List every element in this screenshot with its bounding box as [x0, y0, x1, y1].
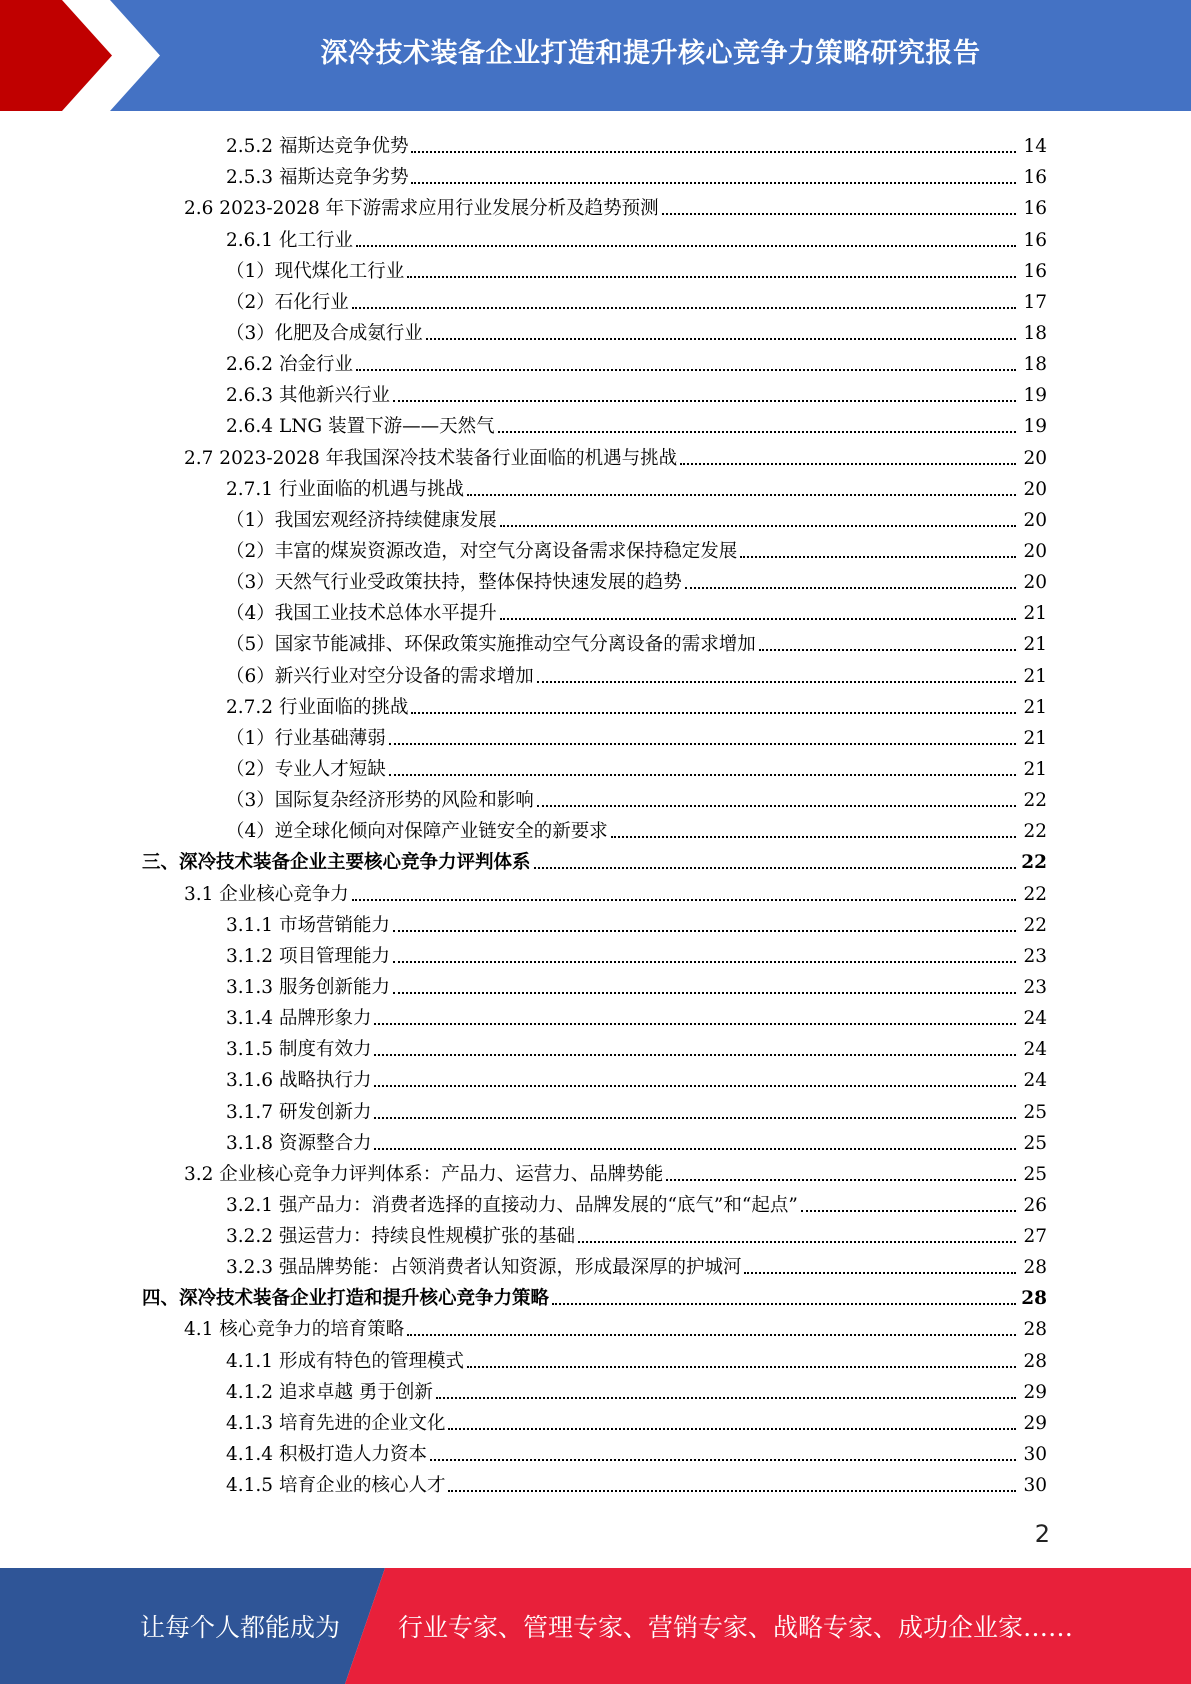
- toc-entry[interactable]: [0, 843, 1191, 874]
- toc-entry-title: （1）我国宏观经济持续健康发展: [226, 509, 497, 531]
- toc-entry-page: 20: [1023, 572, 1047, 594]
- toc-entry-title: （1）现代煤化工行业: [226, 260, 405, 282]
- toc-dot-leader: [744, 1272, 1016, 1274]
- toc-dot-leader: [537, 681, 1016, 683]
- toc-entry-title: 2.7.2 行业面临的挑战: [226, 696, 409, 718]
- toc-dot-leader: [356, 369, 1016, 371]
- toc-entry[interactable]: [0, 158, 1191, 189]
- toc-entry-title: 3.2 企业核心竞争力评判体系：产品力、运营力、品牌势能: [184, 1163, 664, 1185]
- toc-entry-title: （5）国家节能减排、环保政策实施推动空气分离设备的需求增加: [226, 634, 756, 656]
- toc-entry-title: 3.2.2 强运营力：持续良性规模扩张的基础: [226, 1226, 575, 1248]
- toc-entry[interactable]: [0, 1466, 1191, 1497]
- toc-dot-leader: [552, 1303, 1016, 1305]
- toc-entry-page: 23: [1023, 945, 1047, 967]
- toc-entry-page: 24: [1023, 1008, 1047, 1030]
- toc-entry-page: 22: [1023, 790, 1047, 812]
- toc-entry[interactable]: [0, 252, 1191, 283]
- toc-entry[interactable]: [0, 1404, 1191, 1435]
- toc-entry[interactable]: [0, 532, 1191, 563]
- toc-dot-leader: [374, 1023, 1016, 1025]
- toc-entry-page: 21: [1023, 603, 1047, 625]
- toc-entry-title: （4）逆全球化倾向对保障产业链安全的新要求: [226, 821, 608, 843]
- toc-entry-page: 17: [1023, 291, 1047, 313]
- toc-entry-title: （6）新兴行业对空分设备的需求增加: [226, 665, 534, 687]
- toc-entry[interactable]: [0, 127, 1191, 158]
- toc-entry[interactable]: [0, 189, 1191, 220]
- toc-entry-title: 3.1.1 市场营销能力: [226, 914, 390, 936]
- toc-entry[interactable]: [0, 874, 1191, 905]
- toc-dot-leader: [436, 1397, 1016, 1399]
- toc-entry[interactable]: [0, 656, 1191, 687]
- toc-entry-title: 2.6 2023-2028 年下游需求应用行业发展分析及趋势预测: [184, 198, 659, 220]
- toc-entry-page: 22: [1023, 914, 1047, 936]
- toc-entry-page: 18: [1023, 322, 1047, 344]
- toc-entry-title: 3.1.7 研发创新力: [226, 1101, 372, 1123]
- toc-entry-title: （3）化肥及合成氨行业: [226, 322, 423, 344]
- toc-entry-title: 4.1 核心竞争力的培育策略: [184, 1319, 405, 1341]
- toc-entry-title: 2.6.4 LNG 装置下游——天然气: [226, 416, 495, 438]
- toc-dot-leader: [666, 1179, 1016, 1181]
- toc-dot-leader: [407, 276, 1016, 278]
- toc-entry[interactable]: [0, 968, 1191, 999]
- toc-entry-title: 3.1.6 战略执行力: [226, 1070, 372, 1092]
- toc-dot-leader: [389, 743, 1016, 745]
- toc-entry-title: 3.1.2 项目管理能力: [226, 945, 390, 967]
- toc-entry-title: 三、深冷技术装备企业主要核心竞争力评判体系: [142, 852, 531, 874]
- toc-entry-title: 2.7.1 行业面临的机遇与挑战: [226, 478, 464, 500]
- toc-dot-leader: [393, 400, 1016, 402]
- toc-entry-title: 4.1.3 培育先进的企业文化: [226, 1412, 446, 1434]
- toc-entry-page: 28: [1021, 1288, 1047, 1310]
- toc-dot-leader: [662, 213, 1016, 215]
- toc-entry-page: 18: [1023, 354, 1047, 376]
- toc-entry-title: （2）石化行业: [226, 291, 349, 313]
- toc-dot-leader: [389, 774, 1016, 776]
- toc-dot-leader: [578, 1241, 1016, 1243]
- toc-entry-title: 2.6.1 化工行业: [226, 229, 353, 251]
- toc-entry-page: 29: [1023, 1381, 1047, 1403]
- toc-entry[interactable]: [0, 1248, 1191, 1279]
- toc-entry-page: 20: [1023, 509, 1047, 531]
- table-of-contents: [0, 127, 1191, 1497]
- toc-entry[interactable]: [0, 501, 1191, 532]
- toc-entry[interactable]: [0, 1124, 1191, 1155]
- toc-entry-page: 22: [1023, 883, 1047, 905]
- toc-entry-page: 30: [1023, 1475, 1047, 1497]
- toc-entry-page: 30: [1023, 1444, 1047, 1466]
- toc-entry[interactable]: [0, 812, 1191, 843]
- toc-dot-leader: [407, 1334, 1016, 1336]
- toc-dot-leader: [352, 307, 1016, 309]
- toc-entry[interactable]: [0, 937, 1191, 968]
- toc-entry-page: 28: [1023, 1319, 1047, 1341]
- toc-entry-page: 20: [1023, 447, 1047, 469]
- toc-entry[interactable]: [0, 750, 1191, 781]
- toc-entry-page: 27: [1023, 1226, 1047, 1248]
- toc-entry-title: 4.1.5 培育企业的核心人才: [226, 1475, 446, 1497]
- toc-entry[interactable]: [0, 345, 1191, 376]
- toc-entry-page: 16: [1023, 260, 1047, 282]
- report-footer: [0, 1568, 1191, 1684]
- toc-entry[interactable]: [0, 376, 1191, 407]
- toc-entry-title: 3.2.1 强产品力：消费者选择的直接动力、品牌发展的“底气”和“起点”: [226, 1194, 798, 1216]
- toc-entry-page: 23: [1023, 976, 1047, 998]
- toc-dot-leader: [500, 618, 1016, 620]
- toc-entry[interactable]: [0, 1310, 1191, 1341]
- toc-entry-page: 16: [1023, 198, 1047, 220]
- header-chevron-icon: [0, 0, 160, 111]
- toc-entry-page: 26: [1023, 1194, 1047, 1216]
- toc-entry[interactable]: [0, 1373, 1191, 1404]
- toc-entry[interactable]: [0, 1155, 1191, 1186]
- toc-entry-title: 2.7 2023-2028 年我国深冷技术装备行业面临的机遇与挑战: [184, 447, 678, 469]
- toc-entry-page: 29: [1023, 1412, 1047, 1434]
- toc-entry[interactable]: [0, 1279, 1191, 1310]
- toc-dot-leader: [611, 836, 1016, 838]
- toc-dot-leader: [411, 182, 1016, 184]
- toc-entry-title: （1）行业基础薄弱: [226, 727, 386, 749]
- toc-entry[interactable]: [0, 1092, 1191, 1123]
- toc-dot-leader: [411, 151, 1016, 153]
- toc-dot-leader: [448, 1428, 1016, 1430]
- toc-dot-leader: [374, 1117, 1016, 1119]
- toc-entry-page: 21: [1023, 634, 1047, 656]
- toc-entry[interactable]: [0, 563, 1191, 594]
- toc-entry-title: （3）国际复杂经济形势的风险和影响: [226, 790, 534, 812]
- toc-entry[interactable]: [0, 407, 1191, 438]
- toc-dot-leader: [537, 805, 1016, 807]
- toc-entry-title: （2）专业人才短缺: [226, 758, 386, 780]
- toc-entry[interactable]: [0, 438, 1191, 469]
- toc-entry[interactable]: [0, 314, 1191, 345]
- toc-entry-page: 20: [1023, 540, 1047, 562]
- toc-entry-title: 3.1.8 资源整合力: [226, 1132, 372, 1154]
- toc-entry[interactable]: [0, 1217, 1191, 1248]
- toc-entry-title: 3.1.4 品牌形象力: [226, 1008, 372, 1030]
- toc-entry[interactable]: [0, 906, 1191, 937]
- toc-entry-page: 24: [1023, 1070, 1047, 1092]
- toc-entry[interactable]: [0, 283, 1191, 314]
- toc-entry-title: 3.1 企业核心竞争力: [184, 883, 349, 905]
- toc-entry[interactable]: [0, 1030, 1191, 1061]
- toc-entry-page: 21: [1023, 696, 1047, 718]
- toc-dot-leader: [448, 1490, 1016, 1492]
- toc-entry[interactable]: [0, 688, 1191, 719]
- toc-entry[interactable]: [0, 1061, 1191, 1092]
- toc-dot-leader: [374, 1054, 1016, 1056]
- toc-dot-leader: [356, 245, 1016, 247]
- toc-entry-title: 2.5.3 福斯达竞争劣势: [226, 167, 409, 189]
- toc-entry-page: 25: [1023, 1132, 1047, 1154]
- toc-entry-page: 21: [1023, 758, 1047, 780]
- toc-dot-leader: [467, 1366, 1016, 1368]
- toc-dot-leader: [352, 899, 1016, 901]
- toc-dot-leader: [393, 961, 1016, 963]
- toc-entry-title: （2）丰富的煤炭资源改造，对空气分离设备需求保持稳定发展: [226, 540, 738, 562]
- toc-dot-leader: [374, 1085, 1016, 1087]
- toc-dot-leader: [740, 556, 1016, 558]
- toc-dot-leader: [374, 1148, 1016, 1150]
- toc-entry-title: 2.6.2 冶金行业: [226, 354, 353, 376]
- toc-entry[interactable]: [0, 719, 1191, 750]
- toc-entry[interactable]: [0, 594, 1191, 625]
- toc-entry-page: 24: [1023, 1039, 1047, 1061]
- toc-entry-page: 16: [1023, 229, 1047, 251]
- toc-dot-leader: [801, 1210, 1016, 1212]
- toc-entry-page: 25: [1023, 1163, 1047, 1185]
- toc-entry[interactable]: [0, 1186, 1191, 1217]
- toc-entry-page: 16: [1023, 167, 1047, 189]
- toc-entry-title: 3.1.3 服务创新能力: [226, 976, 390, 998]
- toc-entry-page: 20: [1023, 478, 1047, 500]
- report-title: 深冷技术装备企业打造和提升核心竞争力策略研究报告: [320, 37, 981, 69]
- toc-entry-title: 2.5.2 福斯达竞争优势: [226, 136, 409, 158]
- toc-dot-leader: [393, 992, 1016, 994]
- toc-dot-leader: [467, 494, 1016, 496]
- toc-entry-title: （4）我国工业技术总体水平提升: [226, 603, 497, 625]
- toc-dot-leader: [680, 463, 1016, 465]
- toc-entry-page: 28: [1023, 1350, 1047, 1372]
- toc-entry-page: 19: [1023, 416, 1047, 438]
- toc-entry-title: 3.2.3 强品牌势能：占领消费者认知资源，形成最深厚的护城河: [226, 1257, 742, 1279]
- toc-entry-title: 4.1.2 追求卓越 勇于创新: [226, 1381, 433, 1403]
- report-header: [0, 0, 1191, 111]
- toc-entry-title: 4.1.4 积极打造人力资本: [226, 1444, 427, 1466]
- toc-entry[interactable]: [0, 1341, 1191, 1372]
- toc-entry-title: 4.1.1 形成有特色的管理模式: [226, 1350, 464, 1372]
- toc-entry[interactable]: [0, 999, 1191, 1030]
- toc-dot-leader: [430, 1459, 1016, 1461]
- toc-entry-title: （3）天然气行业受政策扶持，整体保持快速发展的趋势: [226, 572, 682, 594]
- toc-entry[interactable]: [0, 1435, 1191, 1466]
- toc-entry-page: 28: [1023, 1257, 1047, 1279]
- toc-entry[interactable]: [0, 625, 1191, 656]
- toc-entry-page: 19: [1023, 385, 1047, 407]
- toc-entry-page: 14: [1023, 136, 1047, 158]
- toc-dot-leader: [393, 930, 1016, 932]
- toc-dot-leader: [411, 712, 1016, 714]
- footer-slogan-lead: 让每个人都能成为: [140, 1613, 341, 1642]
- toc-dot-leader: [534, 867, 1016, 869]
- toc-entry-title: 3.1.5 制度有效力: [226, 1039, 372, 1061]
- toc-entry-page: 22: [1021, 852, 1047, 874]
- toc-dot-leader: [426, 338, 1016, 340]
- toc-entry-page: 21: [1023, 665, 1047, 687]
- toc-entry-page: 25: [1023, 1101, 1047, 1123]
- toc-dot-leader: [685, 587, 1016, 589]
- toc-entry-page: 22: [1023, 821, 1047, 843]
- toc-entry[interactable]: [0, 781, 1191, 812]
- toc-dot-leader: [498, 431, 1016, 433]
- toc-entry[interactable]: [0, 220, 1191, 251]
- toc-entry-page: 21: [1023, 727, 1047, 749]
- toc-dot-leader: [500, 525, 1016, 527]
- toc-entry[interactable]: [0, 470, 1191, 501]
- toc-entry-title: 四、深冷技术装备企业打造和提升核心竞争力策略: [142, 1288, 550, 1310]
- page-number: 2: [1034, 1520, 1050, 1548]
- toc-entry-title: 2.6.3 其他新兴行业: [226, 385, 390, 407]
- toc-dot-leader: [759, 649, 1016, 651]
- footer-slogan-roles: 行业专家、管理专家、营销专家、战略专家、成功企业家……: [398, 1613, 1074, 1642]
